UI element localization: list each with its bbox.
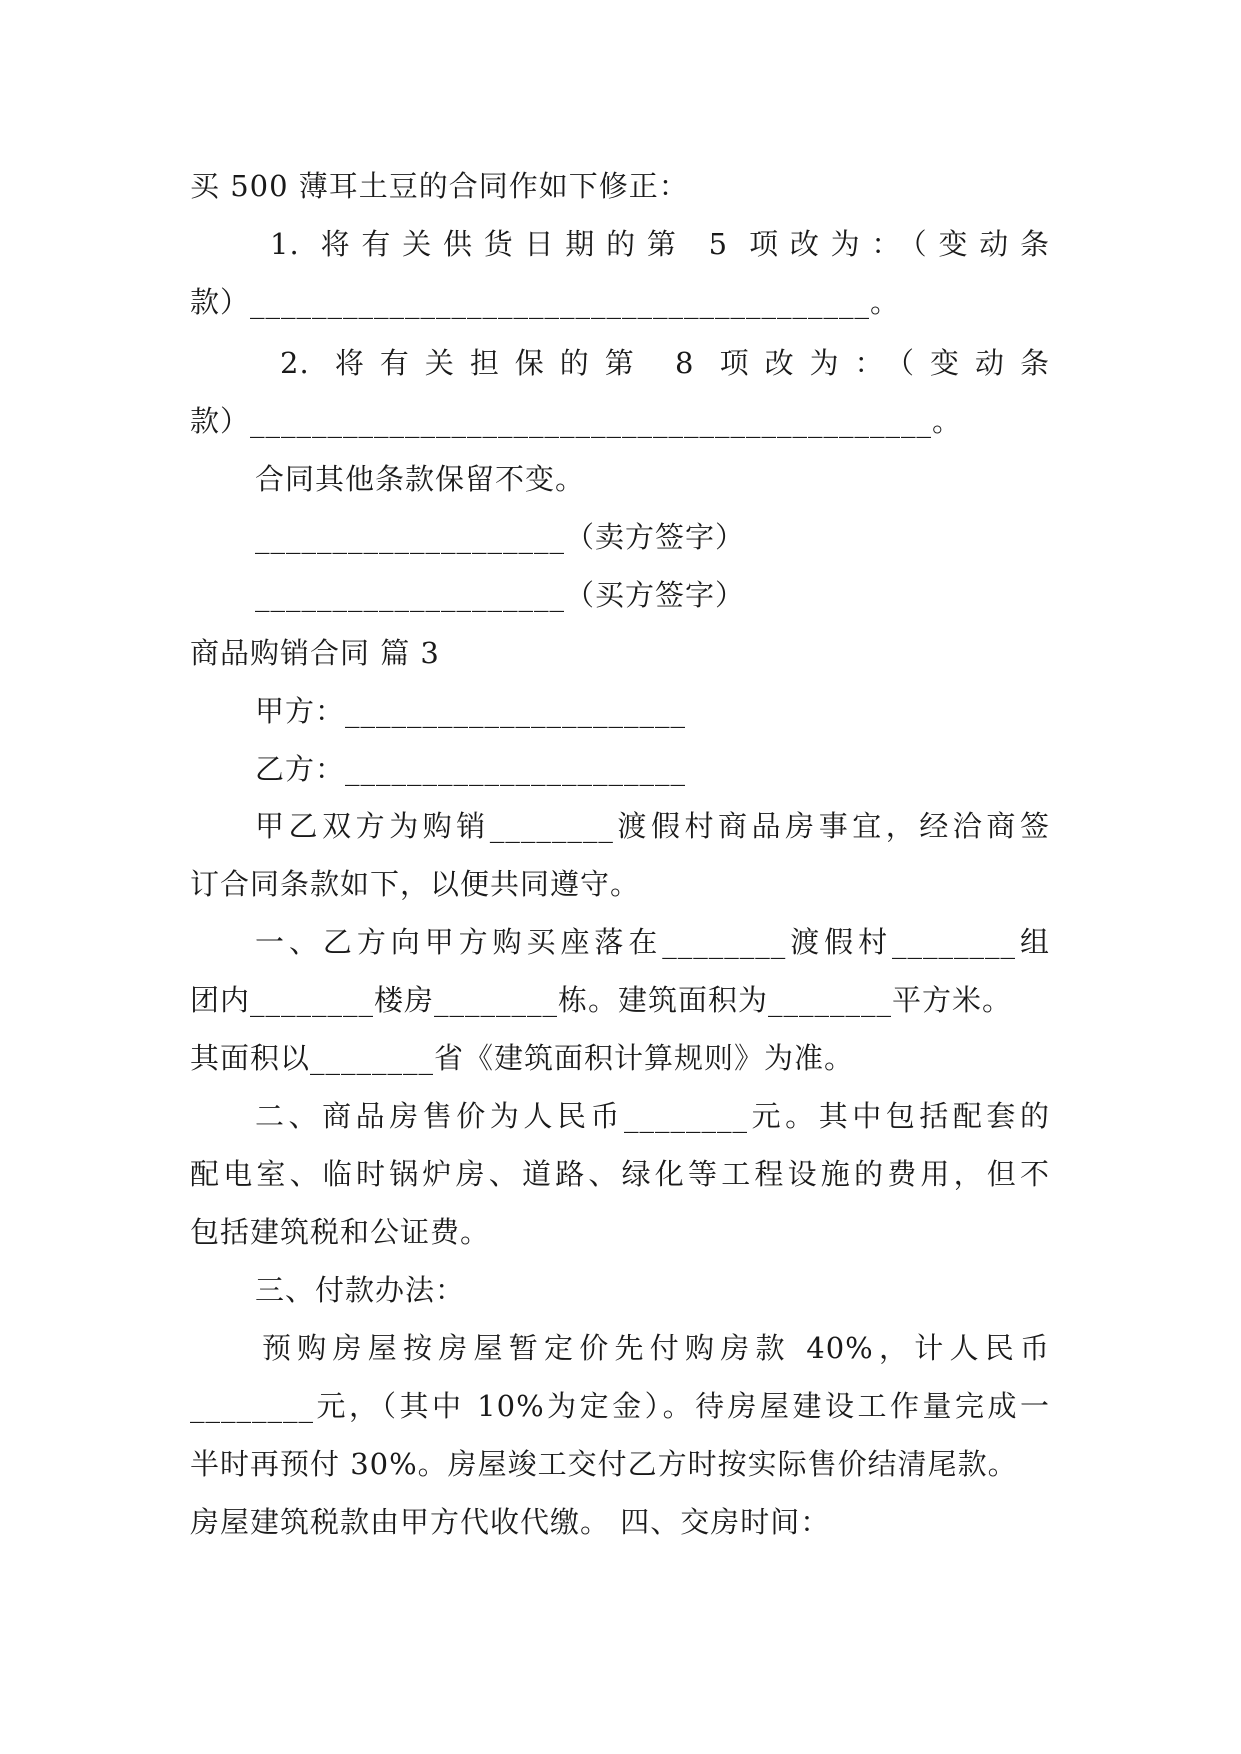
text-line: 1. 将有关供货日期的第 5 项改为：（变动条 [270, 227, 1050, 261]
text-line: 款）________________________________________。 [190, 285, 901, 319]
text-line: 房屋建筑税款由甲方代收代缴。 四、交房时间： [190, 1505, 831, 1539]
buyer-signature-line: ____________________（买方签字） [255, 578, 746, 612]
text-line: ________元，（其中 10%为定金）。待房屋建设工作量完成一 [190, 1389, 1050, 1423]
text-line: 订合同条款如下，以便共同遵守。 [190, 867, 641, 901]
text-line: 2. 将有关担保的第 8 项改为：（变动条 [280, 346, 1050, 380]
text-line: 预购房屋按房屋暂定价先付购房款 40%，计人民币 [262, 1331, 1050, 1365]
text-line: 买 500 薄耳土豆的合同作如下修正： [190, 169, 689, 203]
text-line: 三、付款办法： [255, 1273, 466, 1307]
text-line: 团内________楼房________栋。建筑面积为________平方米。 [190, 983, 1013, 1017]
text-line: 合同其他条款保留不变。 [255, 462, 586, 496]
text-line: 一、乙方向甲方购买座落在________渡假村________组 [255, 925, 1050, 959]
seller-signature-line: ____________________（卖方签字） [255, 520, 746, 554]
party-b-line: 乙方：______________________ [255, 752, 687, 786]
text-line: 甲乙双方为购销________渡假村商品房事宜，经洽商签 [255, 809, 1050, 843]
text-line: 款）____________________________________________。 [190, 404, 963, 438]
text-line: 半时再预付 30%。房屋竣工交付乙方时按实际售价结清尾款。 [190, 1447, 1018, 1481]
text-line: 配电室、临时锅炉房、道路、绿化等工程设施的费用，但不 [190, 1157, 1050, 1191]
text-line: 二、商品房售价为人民币________元。其中包括配套的 [255, 1099, 1050, 1133]
section-heading: 商品购销合同 篇 3 [190, 636, 440, 670]
text-line: 包括建筑税和公证费。 [190, 1215, 491, 1249]
party-a-line: 甲方：______________________ [255, 694, 687, 728]
text-line: 其面积以________省《建筑面积计算规则》为准。 [190, 1041, 855, 1075]
